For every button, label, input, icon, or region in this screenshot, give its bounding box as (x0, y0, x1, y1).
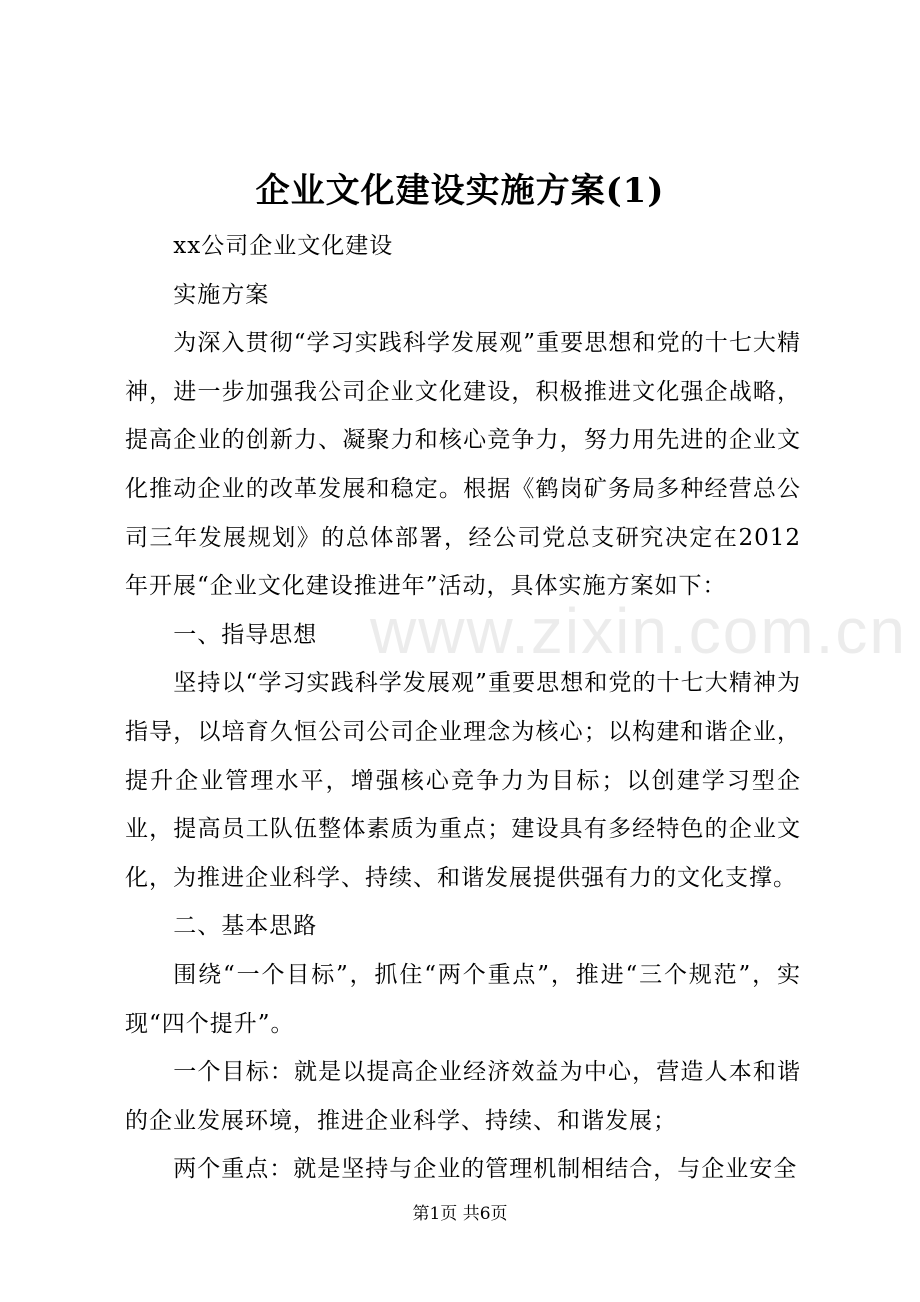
section-heading-basic-approach: 二、基本思路 (173, 913, 318, 940)
page-title: 企业文化建设实施方案(1) (255, 171, 665, 211)
paragraph-subtitle: 实施方案 (173, 281, 270, 308)
paragraph-basic-approach: 围绕“一个目标”，抓住“两个重点”，推进“三个规范”，实现“四个提升”。 (125, 961, 801, 1037)
section-heading-guiding-thought: 一、指导思想 (173, 621, 318, 648)
paragraph-two-focuses: 两个重点：就是坚持与企业的管理机制相结合，与企业安全 (173, 1156, 798, 1183)
paragraph-intro: 为深入贯彻“学习实践科学发展观”重要思想和党的十七大精神，进一步加强我公司企业文化建设，积极推进文化强企战略，提高企业的创新力、凝聚力和核心竞争力，努力用先进的企业文化推动企业的改革发展和稳定。根据《鹤岗矿务局多种经营总公司三年发展规划》的总体部署，经公司党总支研究决定在2012年开展“企业文化建设推进年”活动，具体实施方案如下： (125, 330, 801, 600)
paragraph-one-goal: 一个目标：就是以提高企业经济效益为中心，营造人本和谐的企业发展环境，推进企业科学、持续、和谐发展； (125, 1059, 801, 1134)
paragraph-guiding-thought: 坚持以“学习实践科学发展观”重要思想和党的十七大精神为指导，以培育久恒公司公司企业理念为核心；以构建和谐企业，提升企业管理水平，增强核心竞争力为目标；以创建学习型企业，提高员工队伍整体素质为重点；建设具有多经特色的企业文化，为推进企业科学、持续、和谐发展提供强有力的文化支撑。 (125, 670, 801, 891)
document-body (125, 222, 801, 1194)
paragraph-company: xx公司企业文化建设 (173, 233, 394, 259)
page-footer: 第1页 共6页 (412, 1204, 508, 1224)
watermark: www.zixin.com.cn (370, 595, 907, 667)
